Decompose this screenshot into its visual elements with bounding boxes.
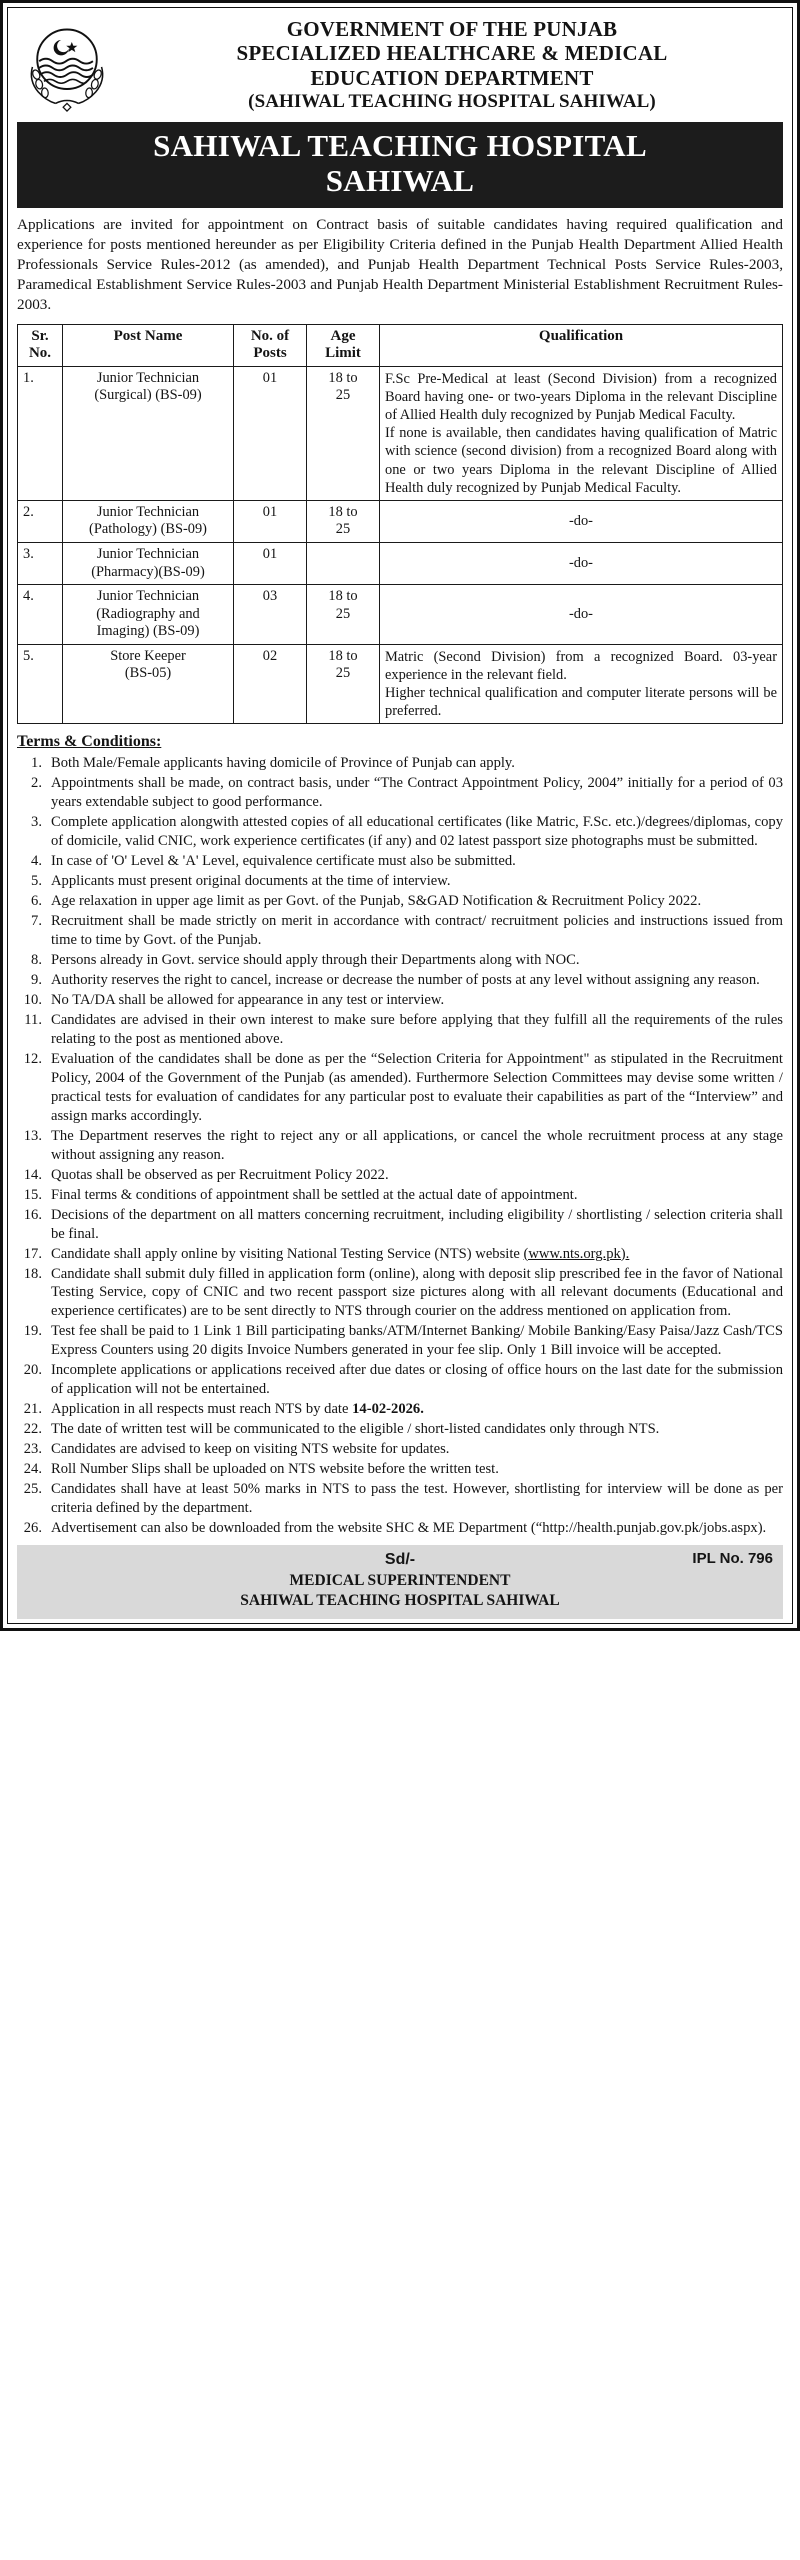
post-name-line-2: (Pharmacy)(BS-09) — [91, 563, 205, 580]
cell-qualification — [380, 644, 783, 724]
list-item-number: 3. — [31, 814, 42, 831]
list-item-number: 6. — [31, 893, 42, 910]
list-item-number: 9. — [31, 971, 42, 988]
list-item — [17, 774, 783, 812]
header-line-department-2: EDUCATION DEPARTMENT — [310, 65, 594, 90]
list-item-text: Both Male/Female applicants having domicile of Province of Punjab can apply. — [51, 755, 515, 772]
post-name-line-2: (Radiography and — [96, 605, 200, 622]
list-item-number: 25. — [23, 1481, 42, 1498]
list-item — [17, 852, 783, 871]
signature-label: Sd/- — [384, 1551, 416, 1569]
age-limit-line-1: 18 to — [328, 588, 358, 605]
cell-no-of-posts: 01 — [234, 500, 307, 542]
cell-sr-no: 4. — [18, 585, 63, 645]
list-item-number: 17. — [23, 1245, 42, 1262]
terms-and-conditions-heading: Terms & Conditions: — [17, 733, 162, 751]
col-header-age-limit-l1: Age — [330, 327, 356, 344]
list-item-number: 4. — [31, 853, 42, 870]
list-item — [17, 1420, 783, 1439]
list-item-number: 16. — [23, 1206, 42, 1223]
list-item — [17, 872, 783, 891]
col-header-no-of-posts-l2: Posts — [253, 344, 287, 361]
header-line-government: GOVERNMENT OF THE PUNJAB — [286, 17, 618, 41]
list-item — [17, 1460, 783, 1479]
deadline-text: Application in all respects must reach NTS by date — [51, 1401, 353, 1418]
list-item — [17, 991, 783, 1010]
age-limit-line-1: 18 to — [328, 369, 358, 386]
cell-age-limit — [307, 585, 380, 645]
posts-table-head — [18, 324, 783, 366]
list-item-text: Authority reserves the right to cancel, increase or decrease the number of posts at any level without assigning any reason. — [51, 971, 760, 988]
cell-qualification: -do- — [380, 542, 783, 584]
list-item — [17, 1050, 783, 1126]
list-item-number: 26. — [23, 1520, 42, 1537]
list-item — [17, 1265, 783, 1322]
posts-table-body — [18, 366, 783, 723]
list-item-number: 7. — [31, 913, 42, 930]
post-name-line-1: Junior Technician — [96, 588, 200, 605]
page-content — [3, 3, 797, 1628]
list-item-text: Advertisement can also be downloaded from the website SHC & ME Department (“http://health.punjab.gov.pk/jobs.aspx). — [51, 1520, 767, 1537]
list-item-text: Complete application alongwith attested copies of all educational certificates (like Matric, F.Sc. etc.)/degrees/diplomas, copy of domicile, valid CNIC, work experience certificates (if any) and 02 latest passport size photographs must be submitted. — [51, 814, 783, 850]
application-deadline-date: 14-02-2026. — [352, 1401, 424, 1418]
hospital-banner — [17, 122, 783, 207]
list-item-text: Test fee shall be paid to 1 Link 1 Bill participating banks/ATM/Internet Banking/ Mobile Banking/Easy Paisa/Jazz Cash/TCS Express Counters using 20 digits Invoice Numbers generated in your fee slip. Only 1 Bill invoice will be accepted. — [51, 1323, 783, 1359]
document-header — [15, 13, 785, 115]
list-item-number: 11. — [24, 1011, 42, 1028]
list-item-number: 12. — [23, 1050, 42, 1067]
list-item — [17, 912, 783, 950]
col-header-age-limit — [307, 324, 380, 366]
list-item — [17, 1127, 783, 1165]
qualification-paragraph: If none is available, then candidates having qualification of Matric with science (second division) from a recognized Board along with one or two years Diploma in the relevant Discipline of Allied Health duly recognized by Punjab Medical Faculty. — [385, 425, 777, 496]
cell-post-name — [63, 644, 234, 724]
col-header-qualification: Qualification — [380, 324, 783, 366]
list-item-number: 18. — [23, 1265, 42, 1282]
list-item-number: 20. — [23, 1362, 42, 1379]
list-item — [17, 971, 783, 990]
list-item-number: 5. — [31, 873, 42, 890]
list-item — [17, 813, 783, 851]
list-item-number: 10. — [23, 991, 42, 1008]
list-item-text: The Department reserves the right to reject any or all applications, or cancel the whole recruitment process at any stage without assigning any reason. — [51, 1127, 783, 1163]
cell-age-limit — [307, 644, 380, 724]
list-item — [17, 1245, 783, 1264]
list-item-text: Incomplete applications or applications received after due dates or closing of office hours on the last date for the submission of application will not be entertained. — [51, 1362, 783, 1398]
list-item-number: 21. — [23, 1401, 42, 1418]
table-row — [18, 366, 783, 500]
list-item — [17, 1400, 783, 1419]
list-item-number: 24. — [23, 1461, 42, 1478]
list-item-number: 8. — [31, 952, 42, 968]
list-item — [17, 1322, 783, 1360]
nts-website-link[interactable]: (www.nts.org.pk). — [523, 1245, 630, 1262]
post-name-line-2: (BS-05) — [124, 665, 172, 682]
list-item-number: 23. — [23, 1441, 42, 1458]
banner-line-2: SAHIWAL — [325, 162, 475, 198]
list-item-text: In case of 'O' Level & 'A' Level, equivalence certificate must also be submitted. — [51, 853, 516, 870]
cell-post-name — [63, 500, 234, 542]
cell-sr-no: 2. — [18, 500, 63, 542]
age-limit-line-2: 25 — [335, 521, 351, 538]
cell-sr-no: 1. — [18, 366, 63, 500]
cell-qualification — [380, 366, 783, 500]
cell-age-limit — [307, 366, 380, 500]
list-item-number: 2. — [31, 775, 42, 792]
list-item — [17, 951, 783, 970]
cell-no-of-posts: 01 — [234, 366, 307, 500]
list-item — [17, 754, 783, 773]
cell-post-name — [63, 366, 234, 500]
terms-and-conditions-list — [17, 754, 783, 1538]
list-item — [17, 1361, 783, 1399]
cell-post-name — [63, 542, 234, 584]
col-header-sr-no-l2: No. — [28, 344, 52, 361]
header-titles — [119, 17, 785, 113]
col-header-sr-no-l1: Sr. — [31, 327, 49, 344]
list-item-text: Candidates are advised to keep on visiting NTS website for updates. — [51, 1441, 450, 1458]
col-header-sr-no — [18, 324, 63, 366]
list-item — [17, 1166, 783, 1185]
age-limit-line-2: 25 — [335, 605, 351, 622]
cell-no-of-posts: 03 — [234, 585, 307, 645]
post-name-line-2: (Pathology) (BS-09) — [89, 521, 207, 538]
document-footer — [17, 1545, 783, 1619]
list-item-text: Recruitment shall be made strictly on merit in accordance with contract/ recruitment policies and instructions issued from time to time by Govt. of the Punjab. — [51, 913, 783, 949]
punjab-government-emblem-icon — [15, 17, 119, 113]
cell-sr-no: 3. — [18, 542, 63, 584]
age-limit-line-2: 25 — [335, 387, 351, 404]
table-row — [18, 500, 783, 542]
age-limit-line-1: 18 to — [328, 503, 358, 520]
table-row — [18, 542, 783, 584]
list-item-number: 14. — [23, 1166, 42, 1183]
list-item-text: Evaluation of the candidates shall be done as per the “Selection Criteria for Appointment" as stipulated in the Recruitment Policy, 2004 of the Government of the Punjab (as amended). Furthermore Selection Committees may devise some written / practical tests for evaluation of candidates for any particular post to evaluate their capabilities as part of the “Interview” and assign marks accordingly. — [51, 1050, 783, 1124]
post-name-line-1: Junior Technician — [96, 503, 200, 520]
signatory-role: MEDICAL SUPERINTENDENT — [289, 1571, 511, 1589]
list-item-text: Decisions of the department on all matters concerning recruitment, including eligibility / shortlisting / selection criteria shall be final. — [51, 1206, 783, 1242]
list-item-text: The date of written test will be communicated to the eligible / short-listed candidates only through NTS. — [51, 1421, 660, 1438]
table-row — [18, 585, 783, 645]
cell-no-of-posts: 02 — [234, 644, 307, 724]
list-item-text: Candidates shall have at least 50% marks in NTS to pass the test. However, shortlisting for interview will be done as per criteria defined by the department. — [51, 1481, 783, 1517]
col-header-no-of-posts — [234, 324, 307, 366]
col-header-post-name: Post Name — [63, 324, 234, 366]
banner-line-1: SAHIWAL TEACHING HOSPITAL — [153, 128, 647, 164]
cell-qualification: -do- — [380, 585, 783, 645]
post-name-line-3: Imaging) (BS-09) — [96, 623, 200, 640]
list-item-number: 13. — [23, 1127, 42, 1144]
cell-sr-no: 5. — [18, 644, 63, 724]
list-item — [17, 1519, 783, 1538]
nts-apply-text: Candidate shall apply online by visiting National Testing Service (NTS) website — [51, 1245, 524, 1262]
list-item-text: No TA/DA shall be allowed for appearance in any test or interview. — [51, 991, 445, 1008]
cell-age-limit — [307, 542, 380, 584]
list-item-text: Persons already in Govt. service should apply through their Departments along with NOC. — [51, 952, 580, 968]
list-item — [17, 1440, 783, 1459]
qualification-paragraph: Matric (Second Division) from a recognized Board. 03-year experience in the relevant field. — [385, 648, 777, 683]
post-name-line-1: Store Keeper — [110, 647, 186, 664]
list-item-text: Quotas shall be observed as per Recruitment Policy 2022. — [51, 1166, 389, 1183]
post-name-line-1: Junior Technician — [96, 545, 200, 562]
list-item-text — [51, 1400, 783, 1419]
col-header-age-limit-l2: Limit — [325, 344, 361, 361]
list-item — [17, 1186, 783, 1205]
header-line-hospital: (SAHIWAL TEACHING HOSPITAL SAHIWAL) — [248, 91, 656, 113]
table-header-row — [18, 324, 783, 366]
list-item — [17, 1480, 783, 1518]
list-item — [17, 892, 783, 911]
age-limit-line-1: 18 to — [328, 647, 358, 664]
cell-qualification: -do- — [380, 500, 783, 542]
qualification-paragraph: Higher technical qualification and computer literate persons will be preferred. — [385, 685, 777, 720]
list-item-number: 19. — [23, 1323, 42, 1340]
list-item-text: Candidates are advised in their own interest to make sure before applying that they fulfill all the requirements of the rules relating to the post as mentioned above. — [51, 1011, 783, 1047]
qualification-paragraph: F.Sc Pre-Medical at least (Second Division) from a recognized Board having one- or two-years Diploma in the relevant Discipline of Allied Health duly recognized by Punjab Medical Faculty. — [385, 370, 777, 424]
table-row — [18, 644, 783, 724]
intro-paragraph: Applications are invited for appointment on Contract basis of suitable candidates having required qualification and experience for posts mentioned hereunder as per Eligibility Criteria defined in the Punjab Health Department Allied Health Professionals Service Rules-2012 (as amended), and Punjab Health Department Technical Posts Service Rules-2003, Paramedical Establishment Service Rules-2003 and Punjab Health Department Ministerial Establishment Recruitment Rules-2003. — [17, 215, 783, 314]
cell-no-of-posts: 01 — [234, 542, 307, 584]
post-name-line-2: (Surgical) (BS-09) — [94, 387, 202, 404]
list-item — [17, 1011, 783, 1049]
list-item-number: 22. — [23, 1421, 42, 1438]
list-item-text: Appointments shall be made, on contract basis, under “The Contract Appointment Policy, 2004” initially for a period of 03 years extendable subject to good performance. — [51, 775, 783, 811]
list-item-number: 15. — [23, 1186, 42, 1203]
list-item-text: Candidate shall submit duly filled in application form (online), along with deposit slip prescribed fee in the favor of National Testing Service, copy of CNIC and two recent passport size pictures along with all relevant documents (Educational and experience certificates) are to be sent directly to NTS through courier on the address mentioned on application from. — [51, 1265, 783, 1320]
list-item-text — [51, 1245, 783, 1264]
ipl-number: IPL No. 796 — [692, 1550, 773, 1568]
list-item-text: Roll Number Slips shall be uploaded on NTS website before the written test. — [51, 1461, 499, 1478]
posts-table — [17, 324, 783, 725]
post-name-line-1: Junior Technician — [96, 369, 200, 386]
cell-age-limit — [307, 500, 380, 542]
header-line-department-1: SPECIALIZED HEALTHCARE & MEDICAL — [236, 41, 668, 66]
list-item-number: 1. — [31, 755, 42, 772]
list-item-text: Final terms & conditions of appointment shall be settled at the actual date of appointment. — [51, 1186, 578, 1203]
cell-post-name — [63, 585, 234, 645]
age-limit-line-2: 25 — [335, 665, 351, 682]
list-item-text: Age relaxation in upper age limit as per Govt. of the Punjab, S&GAD Notification & Recruitment Policy 2022. — [51, 893, 702, 910]
list-item — [17, 1206, 783, 1244]
col-header-no-of-posts-l1: No. of — [250, 327, 290, 344]
list-item-text: Applicants must present original documents at the time of interview. — [51, 873, 451, 890]
signatory-organization: SAHIWAL TEACHING HOSPITAL SAHIWAL — [240, 1592, 560, 1609]
